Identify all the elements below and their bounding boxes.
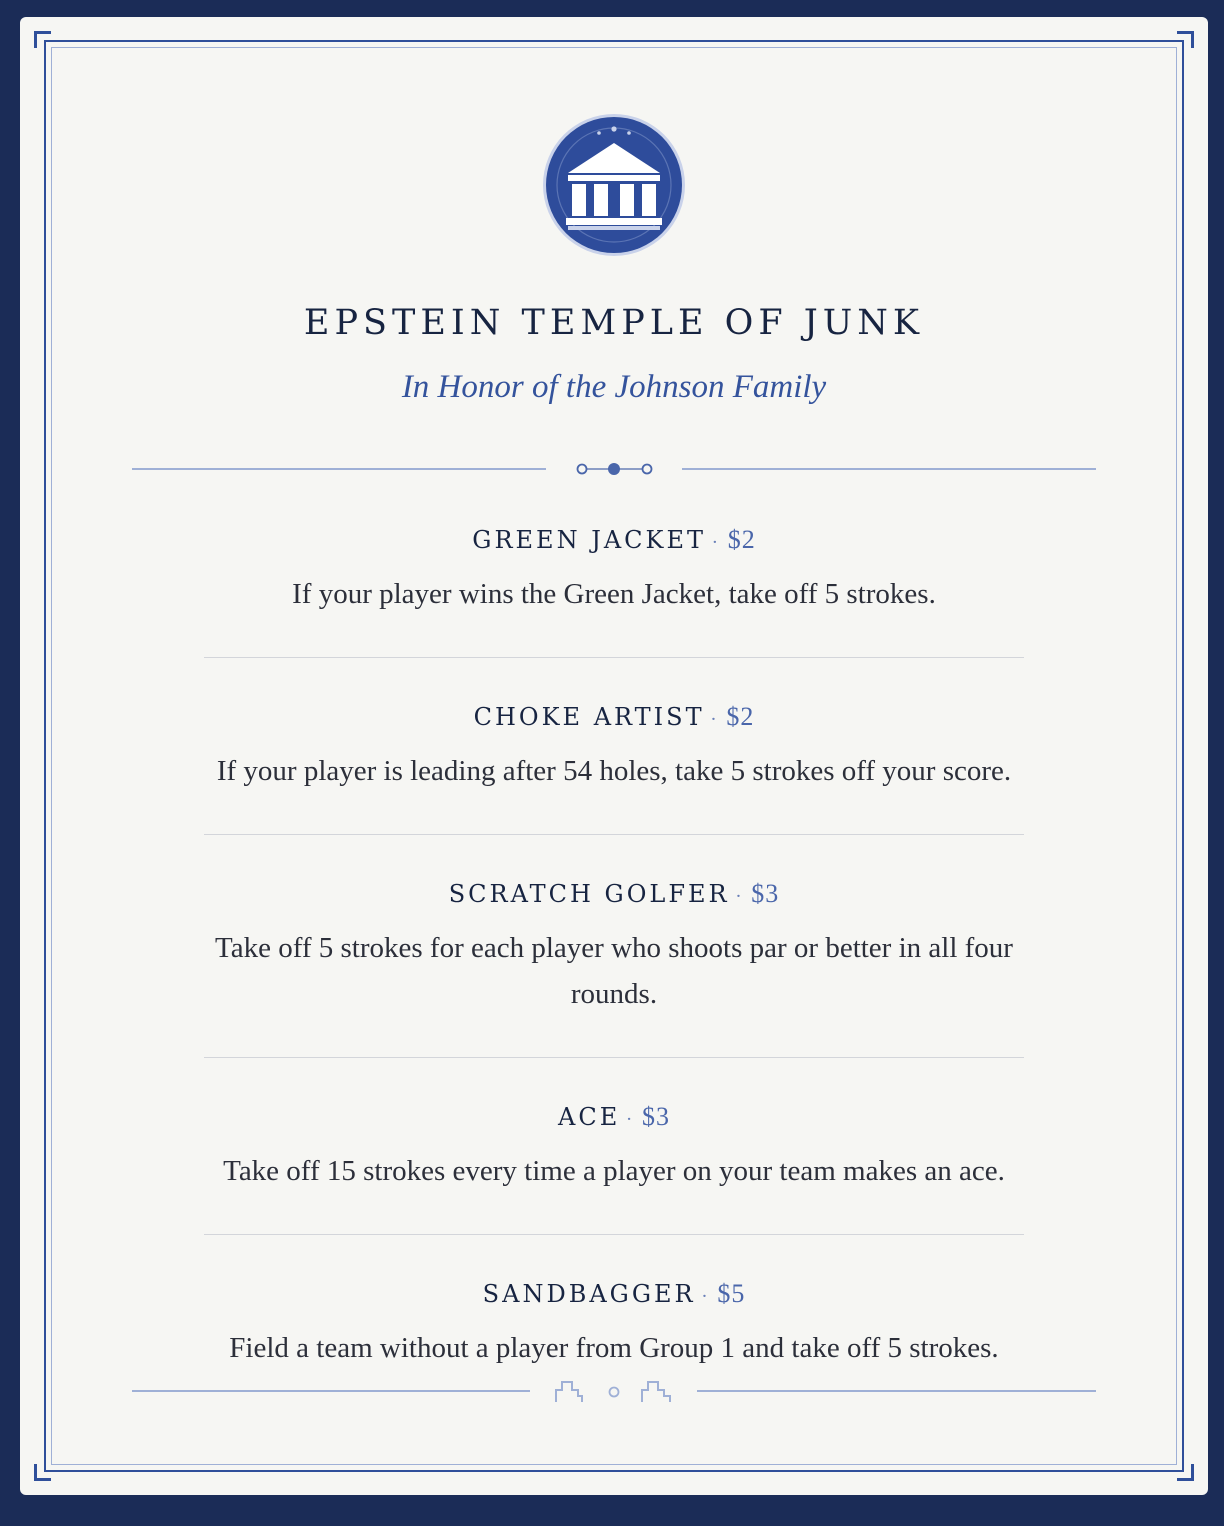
- item-name: GREEN JACKET: [472, 526, 706, 554]
- corner-ornament-bottom-right: [1177, 1464, 1194, 1481]
- item-divider: [204, 834, 1024, 835]
- page-subtitle: In Honor of the Johnson Family: [401, 369, 827, 405]
- separator-dot: ·: [711, 532, 718, 553]
- item-name: CHOKE ARTIST: [473, 703, 705, 731]
- item-price: $5: [717, 1279, 746, 1308]
- separator-dot: ·: [626, 1109, 632, 1130]
- item-description: Field a team without a player from Group 1 and take off 5 strokes.: [229, 1332, 999, 1364]
- list-item: [20, 1100, 1208, 1235]
- bottom-divider: [132, 1376, 1096, 1406]
- item-divider: [204, 1057, 1024, 1058]
- separator-dot: ·: [735, 886, 742, 907]
- item-name: SCRATCH GOLFER: [448, 880, 730, 908]
- item-price: $3: [641, 1102, 670, 1131]
- page-title: EPSTEIN TEMPLE OF JUNK: [303, 303, 925, 343]
- item-description: If your player is leading after 54 holes, take 5 strokes off your score.: [216, 755, 1012, 787]
- list-item: [20, 700, 1208, 835]
- item-divider: [204, 1234, 1024, 1235]
- item-divider: [204, 657, 1024, 658]
- item-price: $2: [727, 525, 756, 554]
- item-price: $2: [726, 702, 755, 731]
- side-game-list: [20, 523, 1208, 1371]
- item-description: Take off 15 strokes every time a player on your team makes an ace.: [223, 1155, 1005, 1187]
- item-name: SANDBAGGER: [482, 1280, 696, 1308]
- item-description: Take off 5 strokes for each player who shoots par or better in all four rounds.: [215, 932, 1013, 1010]
- rules-card: [20, 17, 1208, 1495]
- temple-icon: [542, 113, 686, 257]
- separator-dot: ·: [701, 1286, 708, 1307]
- corner-ornament-bottom-left: [34, 1464, 51, 1481]
- item-price: $3: [751, 879, 780, 908]
- list-item: [20, 877, 1208, 1058]
- item-name: ACE: [558, 1103, 621, 1131]
- list-item: [20, 1277, 1208, 1371]
- separator-dot: ·: [710, 709, 717, 730]
- corner-ornament-top-right: [1177, 31, 1194, 48]
- top-divider: [132, 454, 1096, 484]
- corner-ornament-top-left: [34, 31, 51, 48]
- item-description: If your player wins the Green Jacket, take off 5 strokes.: [292, 578, 936, 610]
- list-item: [20, 523, 1208, 658]
